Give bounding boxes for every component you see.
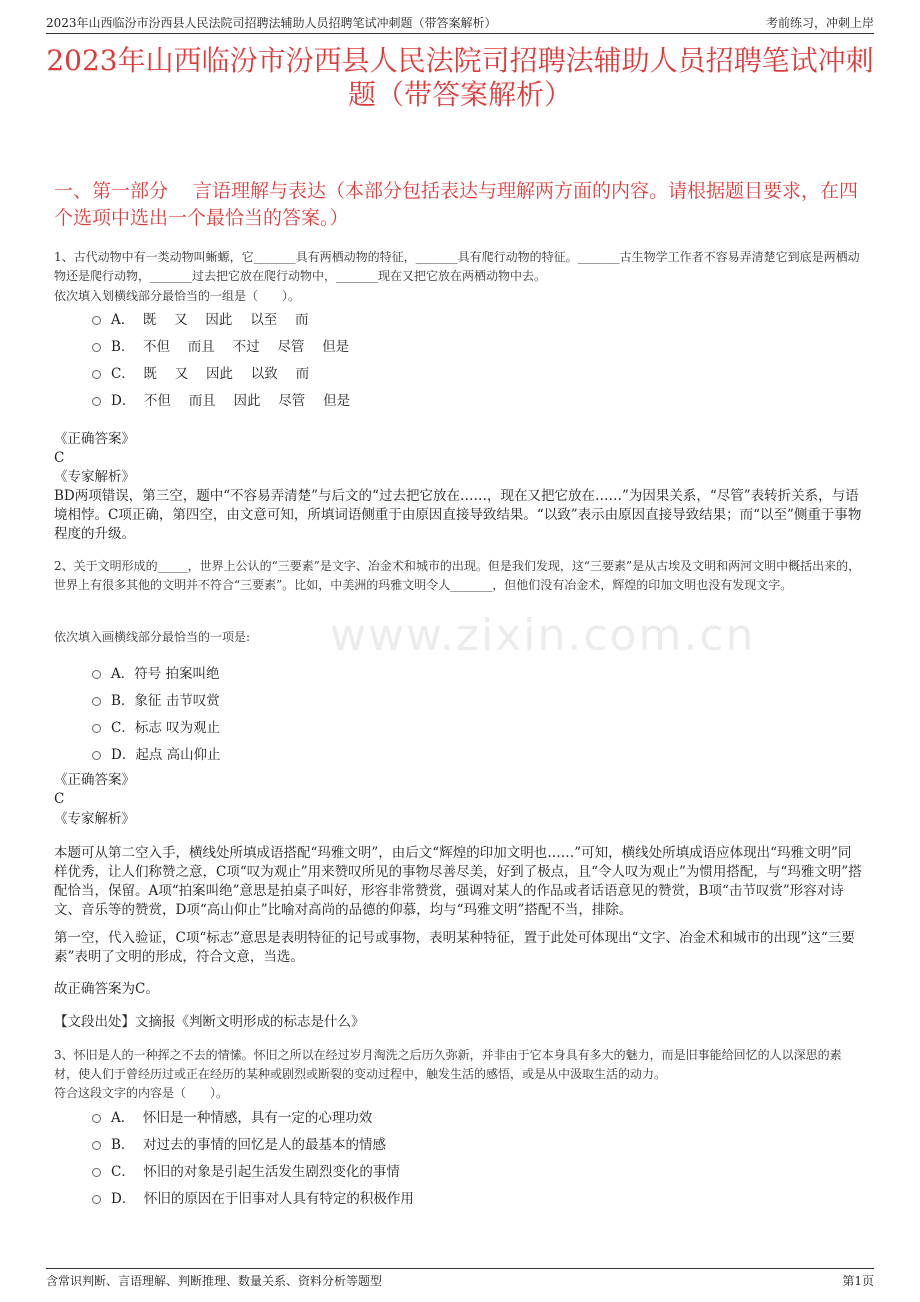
page-header [46,10,874,34]
question-1-text: 1、古代动物中有一类动物叫蜥螈，它_______具有两栖动物的特征，_______具有爬行动物的特征。_______古生物学工作者不容易弄清楚它到底是两栖动物还是爬行动物，_______过去把它放在爬行动物中，_______现在又把它放在两栖动物中去。 [54,250,860,283]
option-label: C．标志 叹为观止 [111,720,221,736]
option-label: D． 不但 而且 因此 尽管 但是 [111,393,351,409]
question-2-option-b[interactable] [92,689,220,709]
option-label: B． 不但 而且 不过 尽管 但是 [111,339,350,355]
question-2-analysis-p1: 本题可从第二空入手，横线处所填成语搭配“玛雅文明”，由后文“辉煌的印加文明也……”可知，横线处所填成语应体现出“玛雅文明”同样优秀，让人们称赞之意，C项“叹为观止”用来赞叹所见的事物尽善尽美，好到了极点，且“令人叹为观止”为惯用搭配，与“玛雅文明”搭配恰当，保留。A项“拍案叫绝”意思是拍桌子叫好，形容非常赞赏，强调对某人的作品或者话语意见的赞赏，B项“击节叹赏”形容对诗文、音乐等的赞赏，D项“高山仰止”比喻对高尚的品德的仰慕，均与“玛雅文明”搭配不当，排除。 [54,845,862,918]
option-label: B．象征 击节叹赏 [111,693,220,709]
section-heading: 一、第一部分 言语理解与表达（本部分包括表达与理解两方面的内容。请根据题目要求，在四个选项中选出一个最恰当的答案。） [54,180,859,229]
question-2-source: 【文段出处】文摘报《判断文明形成的标志是什么》 [54,1014,365,1030]
option-label: D．起点 高山仰止 [111,747,221,763]
document-title: 2023年山西临汾市汾西县人民法院司招聘法辅助人员招聘笔试冲刺题（带答案解析） [46,44,874,111]
radio-icon[interactable] [92,697,101,706]
option-label: A． 怀旧是一种情感，具有一定的心理功效 [111,1110,373,1126]
question-1-analysis: BD两项错误，第三空，题中“不容易弄清楚”与后文的“过去把它放在……，现在又把它放在……”为因果关系，“尽管”表转折关系，与语境相悖。C项正确，第四空，由文意可知，所填词语侧重于由原因直接导致结果。“以致”表示由原因直接导致结果；而“以至”侧重于事物程度的升级。 [54,488,862,542]
question-2-analysis-p3: 故正确答案为C。 [54,981,159,997]
question-2-analysis-p2: 第一空，代入验证，C项“标志”意思是表明特征的记号或事物，表明某种特征，置于此处可体现出“文字、冶金术和城市的出现”这“三要素”表明了文明的形成，符合文意，当选。 [54,930,855,965]
radio-icon[interactable] [92,670,101,679]
option-label: A．符号 拍案叫绝 [111,666,220,682]
option-label: B． 对过去的事情的回忆是人的最基本的情感 [111,1137,387,1153]
question-2-option-a[interactable] [92,662,220,682]
radio-icon[interactable] [92,316,101,325]
question-2-answer-label: 《正确答案》 [54,772,135,788]
footer-description: 含常识判断、言语理解、判断推理、数量关系、资料分析等题型 [46,1274,383,1288]
page-number: 第1页 [842,1274,874,1288]
question-2-answer: C [54,791,65,807]
question-1-answer: C [54,450,65,466]
question-3-option-a[interactable] [92,1106,372,1126]
question-1-option-c[interactable] [92,362,309,382]
question-3-option-b[interactable] [92,1133,386,1153]
radio-icon[interactable] [92,1141,101,1150]
question-2-prompt: 依次填入画横线部分最恰当的一项是: [54,630,251,644]
watermark: www.zixin.com.cn [330,610,756,661]
question-2-option-c[interactable] [92,716,220,736]
radio-icon[interactable] [92,1195,101,1204]
radio-icon[interactable] [92,397,101,406]
radio-icon[interactable] [92,370,101,379]
header-doc-title: 2023年山西临汾市汾西县人民法院司招聘法辅助人员招聘笔试冲刺题（带答案解析） [46,16,497,30]
question-1-option-b[interactable] [92,335,349,355]
question-1-option-d[interactable] [92,389,350,409]
radio-icon[interactable] [92,724,101,733]
question-1-analysis-label: 《专家解析》 [54,469,135,485]
header-slogan: 考前练习，冲刺上岸 [765,16,874,30]
question-1-answer-label: 《正确答案》 [54,431,135,447]
option-label: C． 既 又 因此 以致 而 [111,366,310,382]
radio-icon[interactable] [92,343,101,352]
question-2-option-d[interactable] [92,743,221,763]
option-label: A． 既 又 因此 以至 而 [111,312,309,328]
question-3-option-c[interactable] [92,1160,400,1180]
question-3-option-d[interactable] [92,1187,414,1207]
question-1-option-a[interactable] [92,308,309,328]
radio-icon[interactable] [92,1168,101,1177]
radio-icon[interactable] [92,1114,101,1123]
option-label: D． 怀旧的原因在于旧事对人具有特定的积极作用 [111,1191,414,1207]
radio-icon[interactable] [92,751,101,760]
question-2-text: 2、关于文明形成的_____，世界上公认的“三要素”是文字、冶金术和城市的出现。但是我们发现，这“三要素”是从古埃及文明和两河文明中概括出来的，世界上有很多其他的文明并不符合“三要素”。比如，中美洲的玛雅文明令人_______，但他们没有冶金术，辉煌的印加文明也没有发现文字。 [54,559,861,592]
question-3-text: 3、怀旧是人的一种挥之不去的情愫。怀旧之所以在经过岁月淘洗之后历久弥新，并非由于它本身具有多大的魅力，而是旧事能给回忆的人以深思的素材，使人们于曾经历过或正在经历的某种或剧烈或断裂的变动过程中，触发生活的感悟，或是从中汲取生活的动力。 [54,1048,842,1081]
question-3-prompt: 符合这段文字的内容是（ ）。 [54,1086,229,1100]
page-footer [46,1268,874,1292]
question-1-prompt: 依次填入划横线部分最恰当的一组是（ ）。 [54,289,301,303]
option-label: C． 怀旧的对象是引起生活发生剧烈变化的事情 [111,1164,400,1180]
question-2-analysis-label: 《专家解析》 [54,811,135,827]
